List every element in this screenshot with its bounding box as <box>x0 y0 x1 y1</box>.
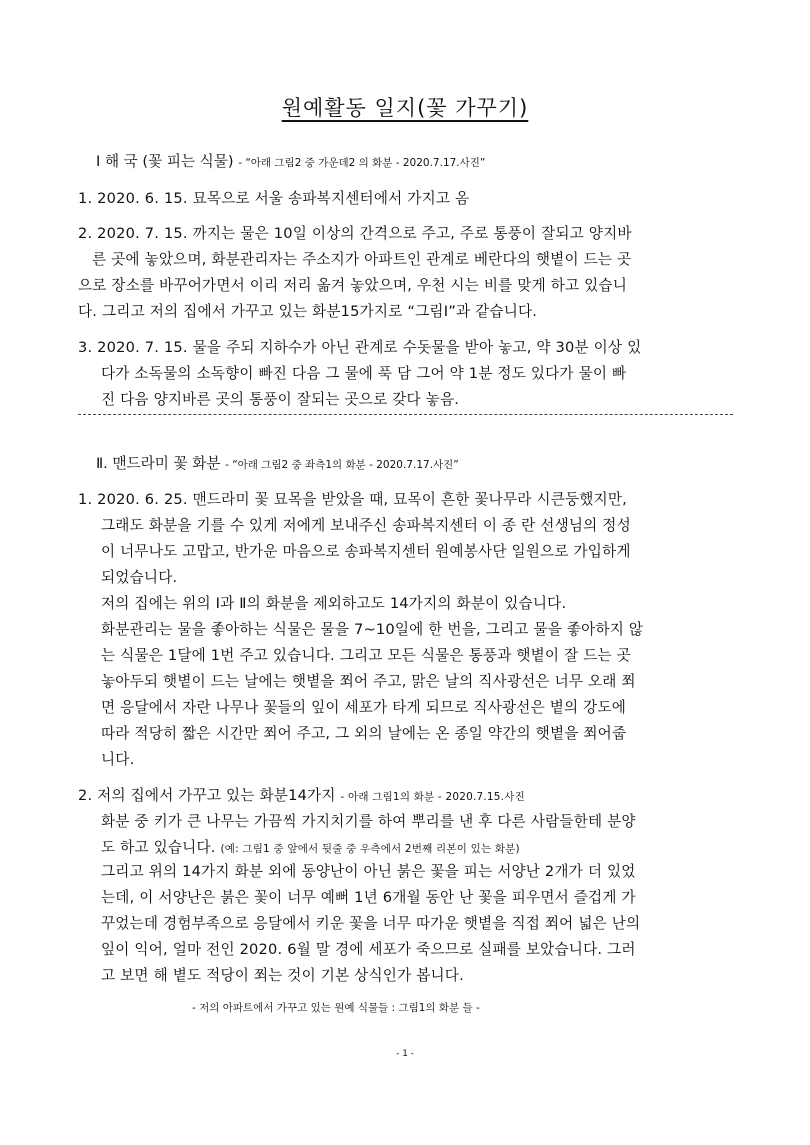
section1-item3-line: 다가 소독물의 소독향이 빠진 다음 그 물에 푹 담 그어 약 1분 정도 있다가 물이 빠 <box>101 365 627 382</box>
section1-item2-line: 른 곳에 놓았으며, 화분관리자는 주소지가 아파트인 관계로 베란다의 햇볕이 드는 곳 <box>92 251 632 268</box>
section2-item1-line: 1. 2020. 6. 25. 맨드라미 꽃 묘목을 받았을 때, 묘목이 흔한 꽃나무라 시큰둥했지만, <box>78 491 628 508</box>
section1-heading-text: Ⅰ 해 국 (꽃 피는 식물) <box>96 153 234 170</box>
section2-item1-line: 그래도 화분을 기를 수 있게 저에게 보내주신 송파복지센터 이 종 란 선생님의 정성 <box>101 517 631 534</box>
section-divider <box>78 414 733 415</box>
section1-item1-line: 1. 2020. 6. 15. 묘목으로 서울 송파복지센터에서 가지고 옴 <box>78 190 470 207</box>
section2-item2-line: 그리고 위의 14가지 화분 외에 동양난이 아닌 붉은 꽃을 피는 서양난 2개가 더 있었 <box>101 863 636 880</box>
section2-note: - “아래 그림2 중 좌측1의 화분 - 2020.7.17.사진” <box>225 459 459 471</box>
section2-item1-line: 저의 집에는 위의 Ⅰ과 Ⅱ의 화분을 제외하고도 14가지의 화분이 있습니다. <box>101 595 567 612</box>
section1-item3-line: 진 다음 양지바른 곳의 통풍이 잘되는 곳으로 갖다 놓음. <box>101 391 460 408</box>
section2-item2-line-main: 도 하고 있습니다. <box>101 839 216 856</box>
section2-heading <box>96 452 459 473</box>
section1-item3-line: 3. 2020. 7. 15. 물을 주되 지하수가 아닌 관계로 수돗물을 받아 놓고, 약 30분 이상 있 <box>78 339 642 356</box>
section1-heading <box>96 150 485 171</box>
page-title <box>0 92 810 122</box>
section2-item2-title: 2. 저의 집에서 가꾸고 있는 화분14가지 <box>78 787 336 804</box>
section2-item2-line: 화분 중 키가 큰 나무는 가끔씩 가지치기를 하여 뿌리를 낸 후 다른 사람들한테 분양 <box>101 813 636 830</box>
section2-item2-line-note: (예: 그림1 중 앞에서 뒷줄 중 우측에서 2번째 리본이 있는 화분) <box>220 843 520 855</box>
section2-item2-line: 잎이 익어, 얼마 전인 2020. 6월 말 경에 세포가 죽으므로 실패를 보았습니다. 그러 <box>101 941 636 958</box>
section2-item2-line <box>101 836 520 857</box>
section2-item1-line: 이 너무나도 고맙고, 반가운 마음으로 송파복지센터 원예봉사단 일원으로 가입하게 <box>101 543 631 560</box>
section2-item2-heading <box>78 784 525 805</box>
section2-item2-line: 고 보면 해 볕도 적당이 쬐는 것이 기본 상식인가 봅니다. <box>101 967 464 984</box>
section2-item1-line: 면 응달에서 자란 나무나 꽃들의 잎이 세포가 타게 되므로 직사광선은 볕의 강도에 <box>101 699 627 716</box>
section2-item2-note: - 아래 그림1의 화분 - 2020.7.15.사진 <box>340 791 525 803</box>
section2-item1-line: 따라 적당히 짧은 시간만 쬐어 주고, 그 외의 날에는 온 종일 약간의 햇볕을 쬐어줍 <box>101 725 627 742</box>
page-title-text: 원예활동 일지(꽃 가꾸기) <box>281 96 529 120</box>
figure-caption: - 저의 아파트에서 가꾸고 있는 원예 식물들 : 그림1의 화분 들 - <box>192 1002 480 1014</box>
page-number: - 1 - <box>396 1049 414 1059</box>
section1-note: - “아래 그림2 중 가운데2 의 화분 - 2020.7.17.사진” <box>238 157 486 169</box>
section2-item2-line: 는데, 이 서양난은 붉은 꽃이 너무 예뻐 1년 6개월 동안 난 꽃을 피우면서 즐겁게 가 <box>101 889 636 906</box>
section1-item2-line: 다. 그리고 저의 집에서 가꾸고 있는 화분15가지로 “그림Ⅰ”과 같습니다. <box>78 303 538 320</box>
section2-item1-line: 는 식물은 1달에 1번 주고 있습니다. 그리고 모든 식물은 통풍과 햇볕이 잘 드는 곳 <box>101 647 631 664</box>
section2-heading-text: Ⅱ. 맨드라미 꽃 화분 <box>96 455 221 472</box>
section2-item1-line: 놓아두되 햇볕이 드는 날에는 햇볕을 쬐어 주고, 맑은 날의 직사광선은 너무 오래 쬐 <box>101 673 636 690</box>
section2-item1-line: 화분관리는 물을 좋아하는 식물은 물을 7~10일에 한 번을, 그리고 물을 좋아하지 않 <box>101 621 644 638</box>
section1-item2-line: 2. 2020. 7. 15. 까지는 물은 10일 이상의 간격으로 주고, 주로 통풍이 잘되고 양지바 <box>78 225 632 242</box>
section1-item2-line: 으로 장소를 바꾸어가면서 이리 저리 옮겨 놓았으며, 우천 시는 비를 맞게 하고 있습니 <box>78 277 628 294</box>
section2-item1-line: 되었습니다. <box>101 569 178 586</box>
section2-item1-line: 니다. <box>101 751 135 768</box>
section2-item2-line: 꾸었는데 경험부족으로 응달에서 키운 꽃을 너무 따가운 햇볕을 직접 쬐어 넓은 난의 <box>101 915 641 932</box>
